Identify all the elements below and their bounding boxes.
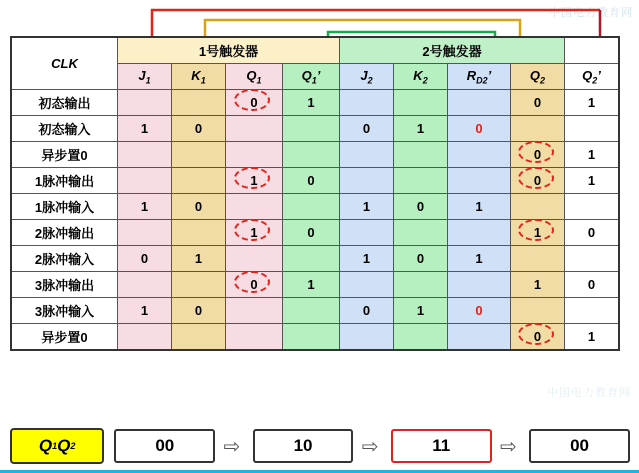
cell-q1-r5 — [226, 220, 283, 246]
table-row — [11, 272, 619, 298]
cell-value: 1 — [140, 199, 149, 214]
cell-j1-r7 — [118, 272, 172, 298]
cell-value: 0 — [194, 121, 203, 136]
cell-q1p-r0 — [283, 90, 340, 116]
col-j2-sub: 2 — [367, 75, 373, 86]
cell-value: 0 — [241, 95, 267, 110]
cell-k1-r8 — [172, 298, 226, 324]
cell-value: 0 — [533, 95, 542, 110]
flipflop1-header: 1号触发器 — [118, 37, 340, 64]
cell-j1-r0 — [118, 90, 172, 116]
cell-value: 1 — [362, 251, 371, 266]
cell-rd2p-r4 — [448, 194, 511, 220]
cell-value: 0 — [475, 121, 483, 136]
cell-q2-r5 — [511, 220, 565, 246]
cell-rd2p-r5 — [448, 220, 511, 246]
cell-rd2p-r8 — [448, 298, 511, 324]
cell-k1-r0 — [172, 90, 226, 116]
cell-value: 1 — [475, 199, 483, 214]
cell-q2p-r4 — [565, 194, 620, 220]
cell-k2-r3 — [394, 168, 448, 194]
watermark-top: 中国电力教育网 — [549, 7, 633, 19]
row-label: 初态输入 — [11, 116, 118, 142]
table-row — [11, 142, 619, 168]
qq-q1-main: Q — [38, 436, 53, 455]
cell-value: 0 — [194, 303, 203, 318]
cell-j1-r9 — [118, 324, 172, 351]
cell-value: 0 — [587, 277, 596, 292]
cell-k1-r4 — [172, 194, 226, 220]
table-row — [11, 90, 619, 116]
col-q1-sub: 1 — [256, 75, 262, 86]
cell-q2p-r8 — [565, 298, 620, 324]
cell-value: 1 — [140, 303, 149, 318]
state-arrow-0: ⇨ — [223, 435, 241, 458]
cell-k1-r9 — [172, 324, 226, 351]
col-q1p-prime: ’ — [316, 67, 321, 83]
cell-q2-r7 — [511, 272, 565, 298]
state-transition-table — [10, 36, 620, 351]
cell-q2p-r7 — [565, 272, 620, 298]
cell-k1-r6 — [172, 246, 226, 272]
table-row — [11, 194, 619, 220]
col-j1-main: J — [138, 67, 146, 83]
cell-value: 0 — [525, 173, 551, 188]
col-header-j1 — [118, 64, 172, 90]
cell-value: 1 — [587, 173, 596, 188]
col-header-q2 — [511, 64, 565, 90]
col-k2-sub: 2 — [422, 75, 428, 86]
row-label: 异步置0 — [11, 142, 118, 168]
row-label: 2脉冲输出 — [11, 220, 118, 246]
cell-k1-r1 — [172, 116, 226, 142]
cell-j2-r2 — [340, 142, 394, 168]
cell-value: 1 — [416, 121, 425, 136]
cell-j2-r5 — [340, 220, 394, 246]
cell-value: 1 — [587, 147, 596, 162]
row-label: 异步置0 — [11, 324, 118, 351]
cell-value: 0 — [307, 173, 315, 188]
cell-q1-r2 — [226, 142, 283, 168]
cell-j2-r4 — [340, 194, 394, 220]
cell-value: 1 — [587, 329, 596, 344]
cell-k2-r9 — [394, 324, 448, 351]
cell-q2-r4 — [511, 194, 565, 220]
cell-k2-r2 — [394, 142, 448, 168]
table-row — [11, 220, 619, 246]
cell-j1-r6 — [118, 246, 172, 272]
cell-value: 1 — [307, 95, 315, 110]
cell-k2-r1 — [394, 116, 448, 142]
cell-j1-r4 — [118, 194, 172, 220]
col-k1-sub: 1 — [200, 75, 206, 86]
spacer-header — [565, 37, 620, 64]
cell-j1-r1 — [118, 116, 172, 142]
col-j2-main: J — [360, 67, 368, 83]
cell-j2-r7 — [340, 272, 394, 298]
cell-q1-r7 — [226, 272, 283, 298]
col-q2-main: Q — [529, 67, 541, 83]
cell-value: 0 — [241, 277, 267, 292]
col-j1-sub: 1 — [145, 75, 151, 86]
cell-q1-r3 — [226, 168, 283, 194]
cell-value: 1 — [416, 303, 425, 318]
cell-k2-r7 — [394, 272, 448, 298]
cell-k2-r4 — [394, 194, 448, 220]
cell-j2-r1 — [340, 116, 394, 142]
cell-value: 1 — [533, 277, 542, 292]
state-sequence-bar — [10, 428, 630, 464]
cell-value: 0 — [587, 225, 596, 240]
cell-j1-r3 — [118, 168, 172, 194]
state-table-wrapper — [10, 36, 620, 351]
cell-j2-r6 — [340, 246, 394, 272]
cell-rd2p-r1 — [448, 116, 511, 142]
cell-q2p-r5 — [565, 220, 620, 246]
table-row — [11, 246, 619, 272]
cell-q1p-r1 — [283, 116, 340, 142]
cell-j2-r8 — [340, 298, 394, 324]
cell-k2-r8 — [394, 298, 448, 324]
cell-q1p-r9 — [283, 324, 340, 351]
table-row — [11, 298, 619, 324]
qq-q2-main: Q — [57, 436, 71, 455]
cell-k1-r3 — [172, 168, 226, 194]
cell-q1p-r3 — [283, 168, 340, 194]
col-q1p-sub: 1 — [311, 75, 317, 86]
cell-j2-r3 — [340, 168, 394, 194]
col-k1-main: K — [191, 67, 201, 83]
state-box-1: 10 — [253, 429, 354, 463]
row-label: 3脉冲输出 — [11, 272, 118, 298]
cell-value: 1 — [475, 251, 483, 266]
cell-j1-r2 — [118, 142, 172, 168]
col-q1-main: Q — [246, 67, 257, 83]
cell-value: 0 — [140, 251, 149, 266]
cell-value: 1 — [587, 95, 596, 110]
cell-q1p-r8 — [283, 298, 340, 324]
col-rd2-main: R — [466, 67, 477, 83]
cell-value: 1 — [194, 251, 203, 266]
cell-q2-r6 — [511, 246, 565, 272]
row-label: 初态输出 — [11, 90, 118, 116]
cell-value: 0 — [416, 251, 425, 266]
cell-k1-r7 — [172, 272, 226, 298]
cell-j2-r0 — [340, 90, 394, 116]
cell-q1p-r7 — [283, 272, 340, 298]
row-label: 3脉冲输入 — [11, 298, 118, 324]
qq-label-badge — [10, 428, 104, 464]
cell-q2p-r2 — [565, 142, 620, 168]
cell-value: 0 — [307, 225, 315, 240]
state-box-2: 11 — [391, 429, 492, 463]
col-q1p-main: Q — [301, 67, 312, 83]
cell-value: 1 — [241, 173, 267, 188]
cell-k1-r5 — [172, 220, 226, 246]
cell-rd2p-r6 — [448, 246, 511, 272]
cell-q2p-r1 — [565, 116, 620, 142]
cell-q1p-r4 — [283, 194, 340, 220]
col-q2-sub: 2 — [540, 75, 546, 86]
cell-q1p-r5 — [283, 220, 340, 246]
table-row — [11, 168, 619, 194]
cell-j1-r5 — [118, 220, 172, 246]
table-body — [11, 90, 619, 351]
cell-value: 0 — [362, 121, 371, 136]
cell-j2-r9 — [340, 324, 394, 351]
cell-q2p-r0 — [565, 90, 620, 116]
flipflop2-header: 2号触发器 — [340, 37, 565, 64]
cell-q1-r8 — [226, 298, 283, 324]
cell-k2-r6 — [394, 246, 448, 272]
cell-value: 0 — [362, 303, 371, 318]
col-header-j2 — [340, 64, 394, 90]
cell-value: 0 — [194, 199, 203, 214]
cell-q1-r6 — [226, 246, 283, 272]
cell-q1-r1 — [226, 116, 283, 142]
cell-q1-r0 — [226, 90, 283, 116]
col-header-q2-prime — [565, 64, 620, 90]
cell-rd2p-r0 — [448, 90, 511, 116]
cell-value: 1 — [525, 225, 551, 240]
cell-rd2p-r2 — [448, 142, 511, 168]
cell-value: 0 — [475, 303, 483, 318]
cell-q2-r3 — [511, 168, 565, 194]
cell-q1p-r6 — [283, 246, 340, 272]
state-box-0: 00 — [114, 429, 215, 463]
cell-q2-r0 — [511, 90, 565, 116]
cell-value: 0 — [525, 147, 551, 162]
cell-k2-r0 — [394, 90, 448, 116]
cell-q2p-r9 — [565, 324, 620, 351]
row-label: 1脉冲输入 — [11, 194, 118, 220]
table-row — [11, 324, 619, 351]
cell-q2p-r3 — [565, 168, 620, 194]
cell-k1-r2 — [172, 142, 226, 168]
state-box-3: 00 — [529, 429, 630, 463]
cell-q1-r9 — [226, 324, 283, 351]
col-header-q1-prime — [283, 64, 340, 90]
cell-value: 1 — [241, 225, 267, 240]
row-label: 2脉冲输入 — [11, 246, 118, 272]
cell-j1-r8 — [118, 298, 172, 324]
cell-rd2p-r3 — [448, 168, 511, 194]
col-rd2-prime: ’ — [487, 67, 492, 83]
qq-q2-sub: 2 — [70, 441, 76, 451]
cell-q2-r2 — [511, 142, 565, 168]
cell-rd2p-r7 — [448, 272, 511, 298]
table-header-group-row — [11, 37, 619, 64]
col-q2p-prime: ’ — [597, 67, 601, 83]
state-arrow-1: ⇨ — [361, 435, 379, 458]
clk-header: CLK — [11, 37, 118, 90]
cell-value: 1 — [307, 277, 315, 292]
cell-q2-r8 — [511, 298, 565, 324]
cell-value: 1 — [362, 199, 371, 214]
cell-q1p-r2 — [283, 142, 340, 168]
col-q2p-sub: 2 — [592, 75, 598, 86]
cell-value: 0 — [525, 329, 551, 344]
cell-k2-r5 — [394, 220, 448, 246]
col-header-q1 — [226, 64, 283, 90]
col-header-k2 — [394, 64, 448, 90]
col-rd2-sub: D2 — [476, 75, 488, 86]
col-header-rd2-prime — [448, 64, 511, 90]
cell-rd2p-r9 — [448, 324, 511, 351]
qq-q1-sub: 1 — [52, 441, 58, 451]
watermark-bottom: 中国电力教育网 — [547, 387, 631, 399]
cell-q2p-r6 — [565, 246, 620, 272]
state-arrow-2: ⇨ — [500, 435, 517, 458]
cell-value: 0 — [416, 199, 425, 214]
row-label: 1脉冲输出 — [11, 168, 118, 194]
col-header-k1 — [172, 64, 226, 90]
col-q2p-main: Q — [582, 67, 593, 83]
cell-q1-r4 — [226, 194, 283, 220]
cell-value: 1 — [140, 121, 149, 136]
col-k2-main: K — [413, 67, 423, 83]
cell-q2-r1 — [511, 116, 565, 142]
cell-q2-r9 — [511, 324, 565, 351]
table-row — [11, 116, 619, 142]
